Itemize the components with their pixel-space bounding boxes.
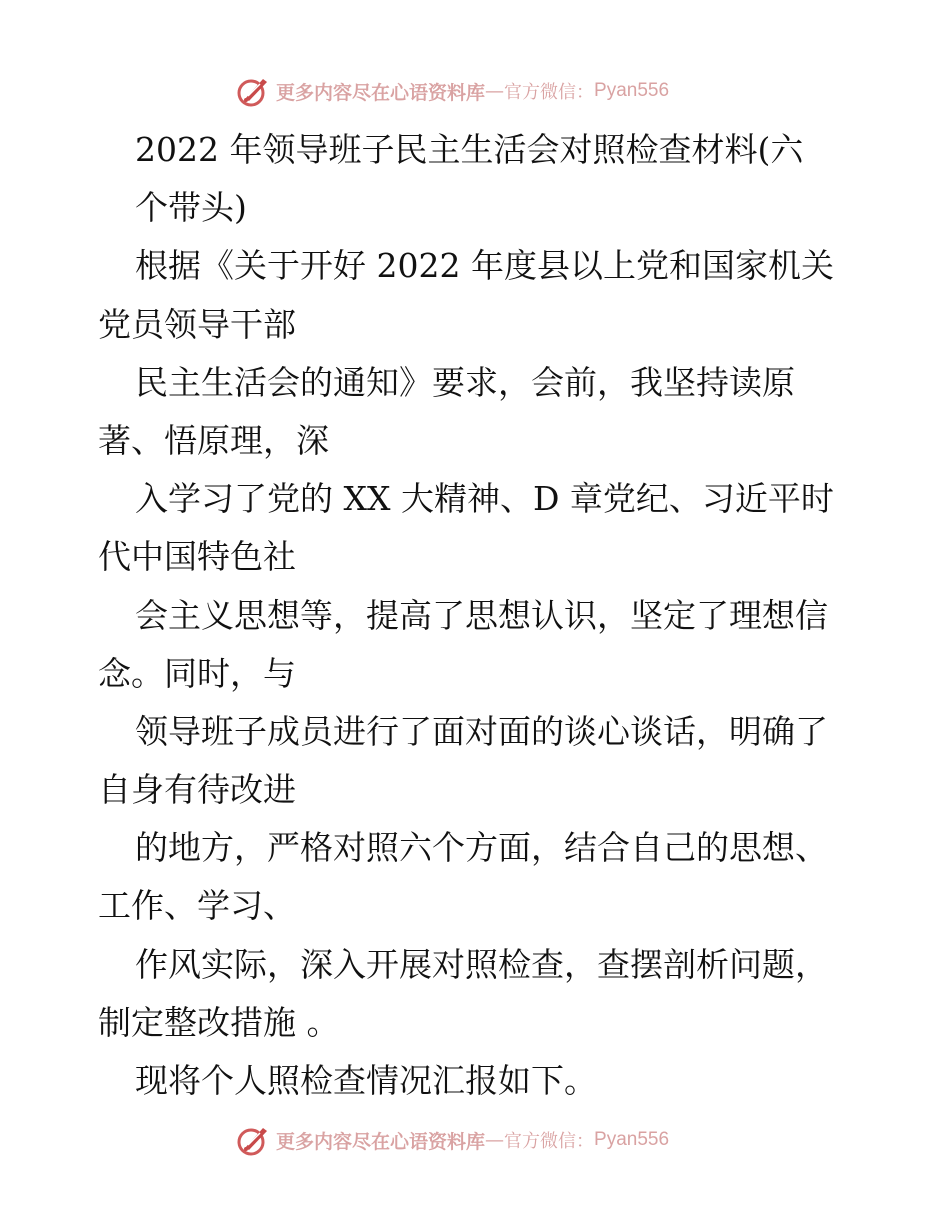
paragraph-line: 作风实际，深入开展对照检查，查摆剖析问题， — [135, 944, 828, 984]
paragraph-line: 现将个人照检查情况汇报如下。 — [135, 1061, 597, 1100]
paragraph-line: 自身有待改进 — [98, 770, 296, 810]
title-line-1: 2022 年领导班子民主生活会对照检查材料(六 — [135, 130, 804, 169]
paragraph-line: 工作、学习、 — [98, 886, 296, 926]
quill-logo-icon — [236, 74, 270, 108]
paragraph-line: 入学习了党的 XX 大精神、D 章党纪、习近平时 — [135, 479, 834, 519]
paragraph-line: 民主生活会的通知》要求，会前，我坚持读原 — [135, 362, 795, 402]
paragraph-line: 根据《关于开好 2022 年度县以上党和国家机关 — [135, 246, 834, 286]
footer-wechat-label: 官方微信： — [504, 1131, 595, 1152]
paragraph-line: 制定整改措施 。 — [98, 1002, 340, 1042]
paragraph-line: 的地方，严格对照六个方面，结合自己的思想、 — [135, 828, 828, 868]
header-separator: — — [485, 80, 505, 102]
footer-banner — [236, 1121, 716, 1159]
title-line-2: 个带头) — [135, 188, 247, 228]
paragraph-line: 会主义思想等，提高了思想认识，坚定了理想信 — [135, 595, 828, 635]
header-account: Pyan556 — [594, 80, 670, 101]
paragraph-line: 党员领导干部 — [98, 304, 296, 344]
header-site-text: 更多内容尽在心语资料库 — [276, 81, 486, 104]
paragraph-line: 领导班子成员进行了面对面的谈心谈话，明确了 — [135, 711, 828, 751]
footer-account: Pyan556 — [594, 1129, 670, 1150]
footer-separator: — — [485, 1129, 505, 1151]
header-wechat-label: 官方微信： — [504, 82, 595, 103]
document-body — [98, 121, 858, 1110]
footer-site-text: 更多内容尽在心语资料库 — [276, 1130, 486, 1153]
header-banner — [236, 72, 716, 110]
quill-logo-icon — [236, 1123, 270, 1157]
paragraph-line: 代中国特色社 — [98, 537, 296, 577]
paragraph-line: 念。同时，与 — [98, 653, 296, 693]
paragraph-line: 著、悟原理，深 — [98, 420, 329, 460]
